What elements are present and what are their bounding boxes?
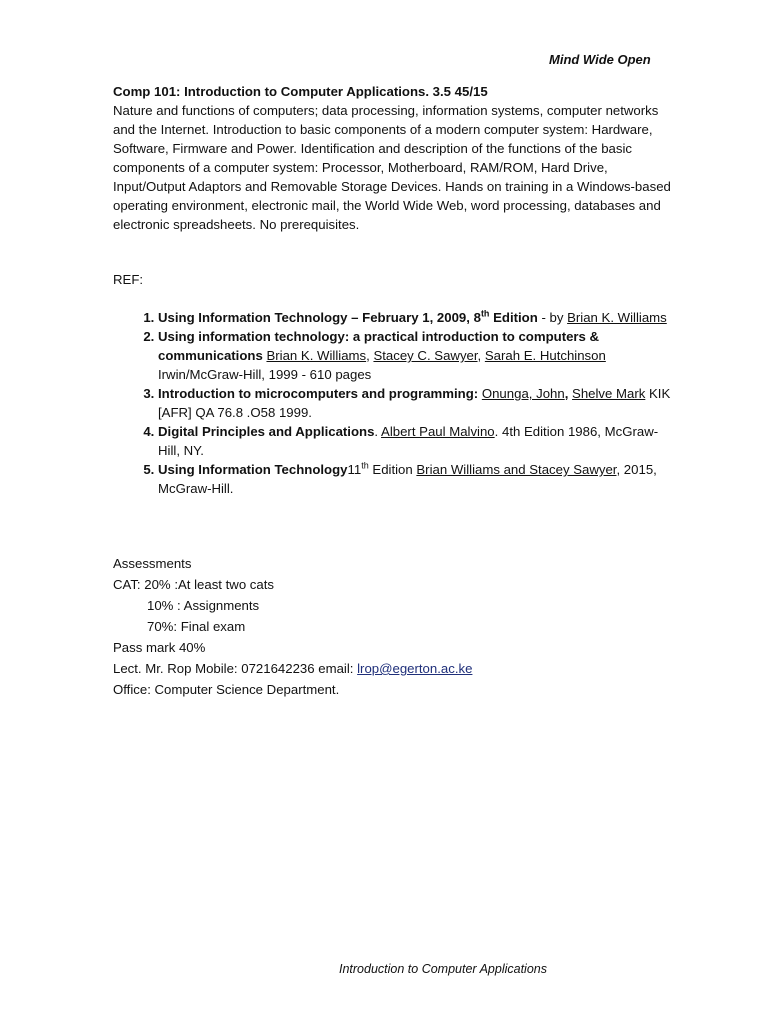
course-title: Comp 101: Introduction to Computer Applications. 3.5 45/15	[113, 84, 488, 99]
reference-item-1: 1. Using Information Technology – February 1, 2009, 8th Edition - by Brian K. Williams	[158, 308, 673, 327]
assessment-final: 70%: Final exam	[147, 619, 246, 634]
ref4-title: Digital Principles and Applications	[158, 424, 375, 439]
ref5-author-link[interactable]: Brian Williams and Stacey Sawyer	[416, 462, 617, 477]
ref1-title: Using Information Technology – February 1, 2009, 8th Edition	[158, 308, 538, 325]
reference-item-4: 4. Digital Principles and Applications. Albert Paul Malvino. 4th Edition 1986, McGraw-Hill, NY.	[158, 422, 673, 460]
assessment-assignments: 10% : Assignments	[147, 598, 260, 613]
ref2-author2-link[interactable]: Stacey C. Sawyer	[373, 348, 478, 363]
ref5-title: Using Information Technology	[158, 462, 348, 477]
ref3-tail: KIK [AFR] QA 76.8 .O58 1999.	[158, 386, 671, 420]
reference-item-5: 5. Using Information Technology11th Edition Brian Williams and Stacey Sawyer, 2015, McGraw-Hill.	[158, 460, 673, 498]
references-label: REF:	[113, 272, 144, 287]
ref2-author3-link[interactable]: Sarah E. Hutchinson	[484, 348, 606, 363]
ref4-tail: . 4th Edition 1986, McGraw-Hill, NY.	[158, 424, 659, 458]
lecturer-contact: Lect. Mr. Rop Mobile: 0721642236 email: lrop@egerton.ac.ke	[113, 661, 473, 676]
document-body	[113, 82, 673, 700]
ref1-author-link[interactable]: Brian K. Williams	[567, 310, 667, 325]
office-location: Office: Computer Science Department.	[113, 682, 340, 697]
assessment-cat: CAT: 20% :At least two cats	[113, 577, 274, 592]
assessments-heading: Assessments	[113, 556, 192, 571]
references-list	[113, 308, 673, 498]
ref2-title: Using information technology: a practical introduction to computers & communications	[158, 329, 600, 363]
reference-item-2: 2. Using information technology: a practical introduction to computers & communications Brian K. Williams, Stacey C. Sawyer, Sarah E. Hutchinson Irwin/McGraw-Hill, 1999 - 610 pages	[158, 327, 673, 384]
assessments-section	[113, 553, 673, 700]
course-description: Nature and functions of computers; data processing, information systems, computer networks and the Internet. Introduction to basic components of a modern computer system: Hardware, Software, Firmware and Power. Identification and description of the functions of the basic components of a computer system: Processor, Motherboard, RAM/ROM, Hard Drive, Input/Output Adaptors and Removable Storage Devices. Hands on training in a Windows-based operating environment, electronic mail, the World Wide Web, word processing, databases and electronic spreadsheets. No prerequisites.	[113, 103, 671, 232]
header-motto: Mind Wide Open	[549, 52, 651, 67]
ref3-author1-link[interactable]: Onunga, John	[481, 386, 565, 401]
ref2-publisher: Irwin/McGraw-Hill, 1999 - 610 pages	[158, 367, 372, 382]
ref4-author-link[interactable]: Albert Paul Malvino	[381, 424, 495, 439]
ref2-author1-link[interactable]: Brian K. Williams	[266, 348, 367, 363]
email-link[interactable]: lrop@egerton.ac.ke	[357, 661, 473, 676]
ref3-title: Introduction to microcomputers and programming:	[158, 386, 479, 401]
page-footer: Introduction to Computer Applications	[339, 962, 547, 976]
reference-item-3: 3. Introduction to microcomputers and programming: Onunga, John, Shelve Mark KIK [AFR] QA 76.8 .O58 1999.	[158, 384, 673, 422]
ref5-tail: , 2015, McGraw-Hill.	[158, 462, 657, 496]
ref3-author2-link[interactable]: Shelve Mark	[572, 386, 646, 401]
pass-mark: Pass mark 40%	[113, 640, 206, 655]
